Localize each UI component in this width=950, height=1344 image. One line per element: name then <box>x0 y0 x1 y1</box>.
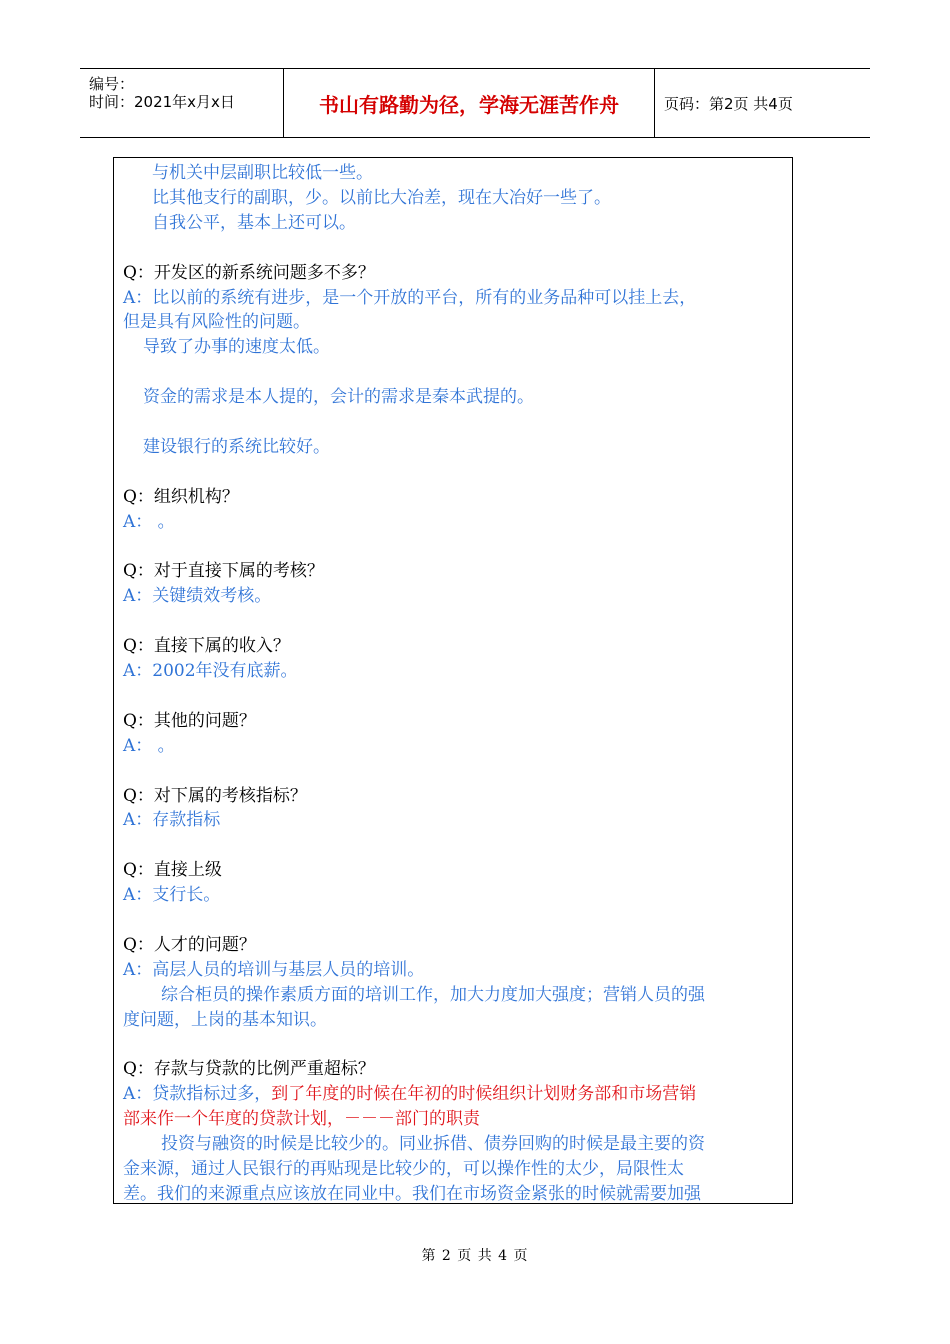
answer-line-mixed <box>123 1082 783 1107</box>
answer-segment: A：贷款指标过多， <box>123 1084 272 1105</box>
question-line: Q：直接下属的收入？ <box>123 636 290 657</box>
question-line: Q：人才的问题？ <box>123 934 256 955</box>
question-line: Q：组织机构？ <box>123 486 239 507</box>
answer-line: 资金的需求是本人提的，会计的需求是秦本武提的。 <box>143 387 534 408</box>
highlighted-answer-line: 部来作一个年度的贷款计划，－－－部门的职责 <box>123 1109 480 1130</box>
answer-line: 金来源，通过人民银行的再贴现是比较少的，可以操作性的太少，局限性太 <box>123 1159 684 1180</box>
question-line: Q：开发区的新系统问题多不多？ <box>123 262 375 283</box>
answer-line: 综合柜员的操作素质方面的培训工作，加大力度加大强度；营销人员的强 <box>161 984 705 1005</box>
question-line: Q：对于直接下属的考核？ <box>123 561 324 582</box>
answer-line: A：关键绩效考核。 <box>123 586 272 607</box>
answer-line: 度问题，上岗的基本知识。 <box>123 1009 327 1030</box>
interview-content-box <box>113 157 793 1204</box>
answer-line: 投资与融资的时候是比较少的。同业拆借、债券回购的时候是最主要的资 <box>161 1134 705 1155</box>
highlighted-answer-segment: 到了年度的时候在年初的时候组织计划财务部和市场营销 <box>271 1084 697 1105</box>
question-line: Q：对下属的考核指标？ <box>123 785 307 806</box>
answer-line: A：高层人员的培训与基层人员的培训。 <box>123 959 425 980</box>
interview-text <box>123 161 783 1204</box>
answer-line: 与机关中层副职比较低一些。 <box>152 163 373 183</box>
header-meta <box>80 69 283 137</box>
answer-line: 自我公平，基本上还可以。 <box>152 212 356 233</box>
answer-line: 比其他支行的副职，少。以前比大冶差，现在大冶好一些了。 <box>152 187 611 208</box>
answer-line: A：支行长。 <box>123 885 221 906</box>
header-motto: 书山有路勤为径，学海无涯苦作舟 <box>283 69 655 137</box>
page-footer: 第 2 页 共 4 页 <box>421 1248 529 1264</box>
question-line: Q：直接上级 <box>123 860 222 881</box>
answer-line: 但是具有风险性的问题。 <box>123 312 310 333</box>
document-number-label: 编号： <box>89 75 135 93</box>
answer-line: A： 。 <box>123 735 175 756</box>
answer-line: A：存款指标 <box>123 810 221 831</box>
header-page-info: 页码：第2页 共4页 <box>664 94 793 113</box>
page-header <box>80 68 870 138</box>
answer-line: 差。我们的来源重点应该放在同业中。我们在市场资金紧张的时候就需要加强 <box>123 1183 701 1204</box>
answer-line: 导致了办事的速度太低。 <box>143 337 330 358</box>
question-line: Q：存款与贷款的比例严重超标？ <box>123 1059 375 1080</box>
answer-line: A：比以前的系统有进步，是一个开放的平台，所有的业务品种可以挂上去， <box>123 287 697 308</box>
question-line: Q：其他的问题？ <box>123 710 256 731</box>
answer-line: A：2002年没有底薪。 <box>123 661 298 682</box>
answer-line: 建设银行的系统比较好。 <box>143 436 330 457</box>
document-date: 时间：2021年x月x日 <box>89 93 235 111</box>
answer-line: A： 。 <box>123 511 175 532</box>
